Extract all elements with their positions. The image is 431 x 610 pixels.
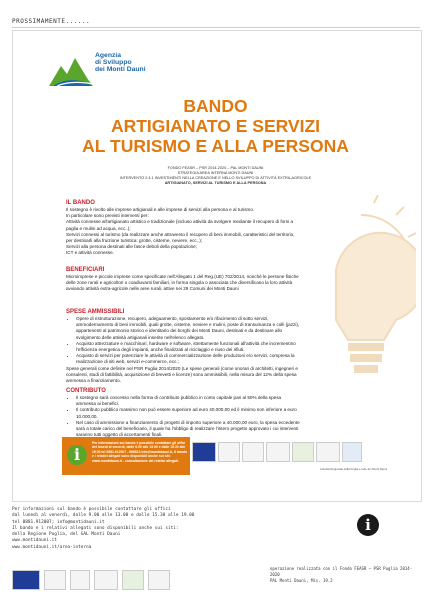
footer-contact-text	[12, 507, 302, 551]
psr-logo-icon	[292, 442, 314, 462]
subtitle-line: INTERVENTO 2.4.1 INVESTIMENTI NELLA CREAZIONE E NELLO SVILUPPO DI ATTIVITÀ EXTRA-AGRICOLE	[119, 176, 312, 180]
title-line: BANDO	[183, 96, 248, 116]
footer-line[interactable]: www.montidauni.it/area-interna	[12, 544, 92, 550]
eu-flag-icon	[12, 570, 40, 590]
psr-logo-icon	[122, 570, 144, 590]
section-contributo	[66, 384, 302, 438]
subtitle-line: ARTIGIANATO, SERVIZI AL TURISMO E ALLA PERSONA	[164, 181, 267, 185]
agency-logo	[47, 50, 147, 94]
section-spese	[66, 305, 302, 384]
footer-line: Il bando e i relativi allegati sono disponibili anche sui siti:	[12, 525, 179, 531]
list-item: Attività connesse all'artigianato artistico e tradizionale (incluso attività da svolgere mediante il recupero di forni a paglia e mulini ad acqua, ecc..);	[66, 219, 294, 231]
footer-line: tel 0881.912007; info@montidauni.it	[12, 519, 105, 525]
feasr-logo-icon	[218, 442, 240, 462]
footer-line: della Regione Puglia, del GAL Monti Dauni	[12, 532, 121, 538]
list-item: ICT e attività connesse.	[66, 250, 114, 256]
logos-caption: Autorità Regionale della Puglia e GAL dei Monti Dauni	[320, 467, 388, 471]
section-heading: CONTRIBUTO	[66, 388, 106, 394]
info-band	[62, 437, 190, 475]
italy-emblem-icon	[242, 442, 264, 462]
leader-logo-icon	[148, 570, 170, 590]
footer-line: dal lunedì al venerdì, dalle 9.00 alle 13.00 e dalle 15.30 alle 19.00	[12, 513, 195, 519]
paragraph: Spese generali come definite nel PSR Puglia 2014/2020 (Le spese generali (come onorari di architetti, ingegneri e consulenti, studi di fattibilità, acquisizione di brevetti e licenze) sono ammissibili, nella misura del 12% della spesa ammessa a finanziamento.	[66, 365, 298, 384]
subtitle-line: STRATEGIA AREA INTERNA MONTI DAUNI	[177, 171, 254, 175]
eu-flag-icon	[192, 442, 216, 462]
footer-line: Per informazioni sul bando è possibile contattare gli uffici	[12, 507, 171, 512]
bottom-credit-text	[270, 566, 420, 584]
regione-puglia-logo-icon	[266, 442, 290, 462]
section-heading: IL BANDO	[66, 200, 95, 206]
list-item: • Il sostegno sarà concesso nella forma di contributo pubblico in conto capitale pari al 50% della spesa ammessa ai benefici.	[76, 395, 302, 407]
feasr-logo-icon	[44, 570, 66, 590]
info-icon: i	[67, 445, 87, 465]
subtitle-block	[0, 166, 431, 186]
title-line: ARTIGIANATO E SERVIZI	[110, 116, 321, 136]
title-line: AL TURISMO E ALLA PERSONA	[82, 136, 349, 156]
credit-line: operazione realizzata con il Fondo FEASR – PSR Puglia 2014-2020	[270, 566, 413, 577]
logo-line: dei Monti Dauni	[95, 66, 146, 73]
list-item: • Acquisto attrezzature e macchinari, hardware e software, strettamente funzionali all'attività che incrementino l'efficienza energetica degli impianti, anche finalizzati al riciclaggio e riuso dei rifiuti.	[76, 341, 302, 353]
logo-line: Agenzia	[95, 52, 122, 59]
top-banner-label: PROSSIMAMENTE......	[12, 18, 91, 25]
list-item: • Il contributo pubblico massimo non può essere superiore ad euro 40.000,00 ed il minimo non inferiore a euro 10.000,00.	[76, 407, 302, 419]
gal-logo-icon	[342, 442, 362, 462]
funder-logos	[192, 442, 362, 464]
section-heading: SPESE AMMISSIBILI	[66, 309, 125, 315]
credit-line: PAL Monti Dauni, Mis. 19.2	[270, 578, 333, 583]
section-bando	[66, 196, 302, 257]
paragraph: Il sostegno è rivolto alle imprese artigianali e alle imprese di servizi alla persona e al turismo.	[66, 207, 255, 212]
list-item: Servizi alla persona destinati alle fasce deboli della popolazione;	[66, 244, 198, 250]
bullet-list	[66, 395, 302, 438]
regione-puglia-logo-icon	[94, 570, 118, 590]
section-beneficiari	[66, 263, 302, 293]
subtitle-line: FONDO FEASR – PSR 2014-2020 – PAL MONTI DAUNI	[167, 166, 264, 170]
leader-logo-icon	[316, 442, 340, 462]
list-item: • Nel caso di ammissione a finanziamento di progetti di importo superiore a 40.000,00 euro, la spesa eccedente sarà a totale carico del beneficiario, il quale ha l'obbligo di realizzare l'intero progetto approvato i cui interventi saranno tutti oggetto di accertamenti finali.	[76, 420, 302, 439]
footer-line[interactable]: www.montidauni.it	[12, 538, 57, 544]
info-icon[interactable]: i	[357, 514, 379, 536]
paragraph: In particolare sono previsti interventi per:	[66, 213, 149, 219]
logo-line: di Sviluppo	[95, 59, 132, 66]
italy-emblem-icon	[70, 570, 90, 590]
section-heading: BENEFICIARI	[66, 267, 105, 273]
logo-name	[95, 52, 146, 73]
mountains-logo-icon	[47, 50, 95, 90]
list-item: • Acquisto di servizi per potenziare le attività di commercializzazione delle produzioni e/o servizi, compresa la realizzazione di siti web, servizi e-commerce, ecc.;	[76, 353, 302, 365]
bullet-list	[66, 316, 302, 366]
bottom-logos	[12, 568, 187, 588]
paragraph: Microimprese e piccole imprese come specificate nell'Allegato 1 del Reg.(UE) 702/2014, nonché le persone fisiche delle zone rurali e agricoltori o coadiuvanti familiari, in forma singola o associata che diversificano la loro attività avviando attività extra-agricole nelle aree rurali, attive nei 29 Comuni dei Monti Dauni	[66, 274, 299, 292]
info-band-text: Per informazioni sul bando è possibile contattare gli uffici del lunedì al venerdì, dalle 9.00 alle 13.00 e dalle 15.30 alle 19.00 tel 0881.912007 - 966813 info@montidauni.it, Il bando e i relativi allegati sono disponibili anche sui siti: www.montidauni.it - consultazione dei relativi allegati.	[92, 441, 188, 463]
page-title	[0, 96, 431, 156]
divider	[12, 27, 420, 28]
list-item: Servizi connessi al turismo (da realizzare anche attraverso il recupero di beni immobili, caratteristici del territorio, per destinarli alla fruizione turistica: grotte, cisterne, neviere, ecc..);	[66, 231, 295, 244]
list-item: • Opere di ristrutturazione, recupero, adeguamento, spostamento e/o rifacimento di sotto servizi, ammodernamento di beni immobili, quali grotte, cisterne, neviere e mulini, poste di transumanza e colli (jazzi), appartenenti al patrimonio storico e identitario dei borghi dei Monti Dauni, destinati e da destinare allo svolgimento delle attività artigianali inserite nell'elenco allegato.	[76, 316, 302, 341]
